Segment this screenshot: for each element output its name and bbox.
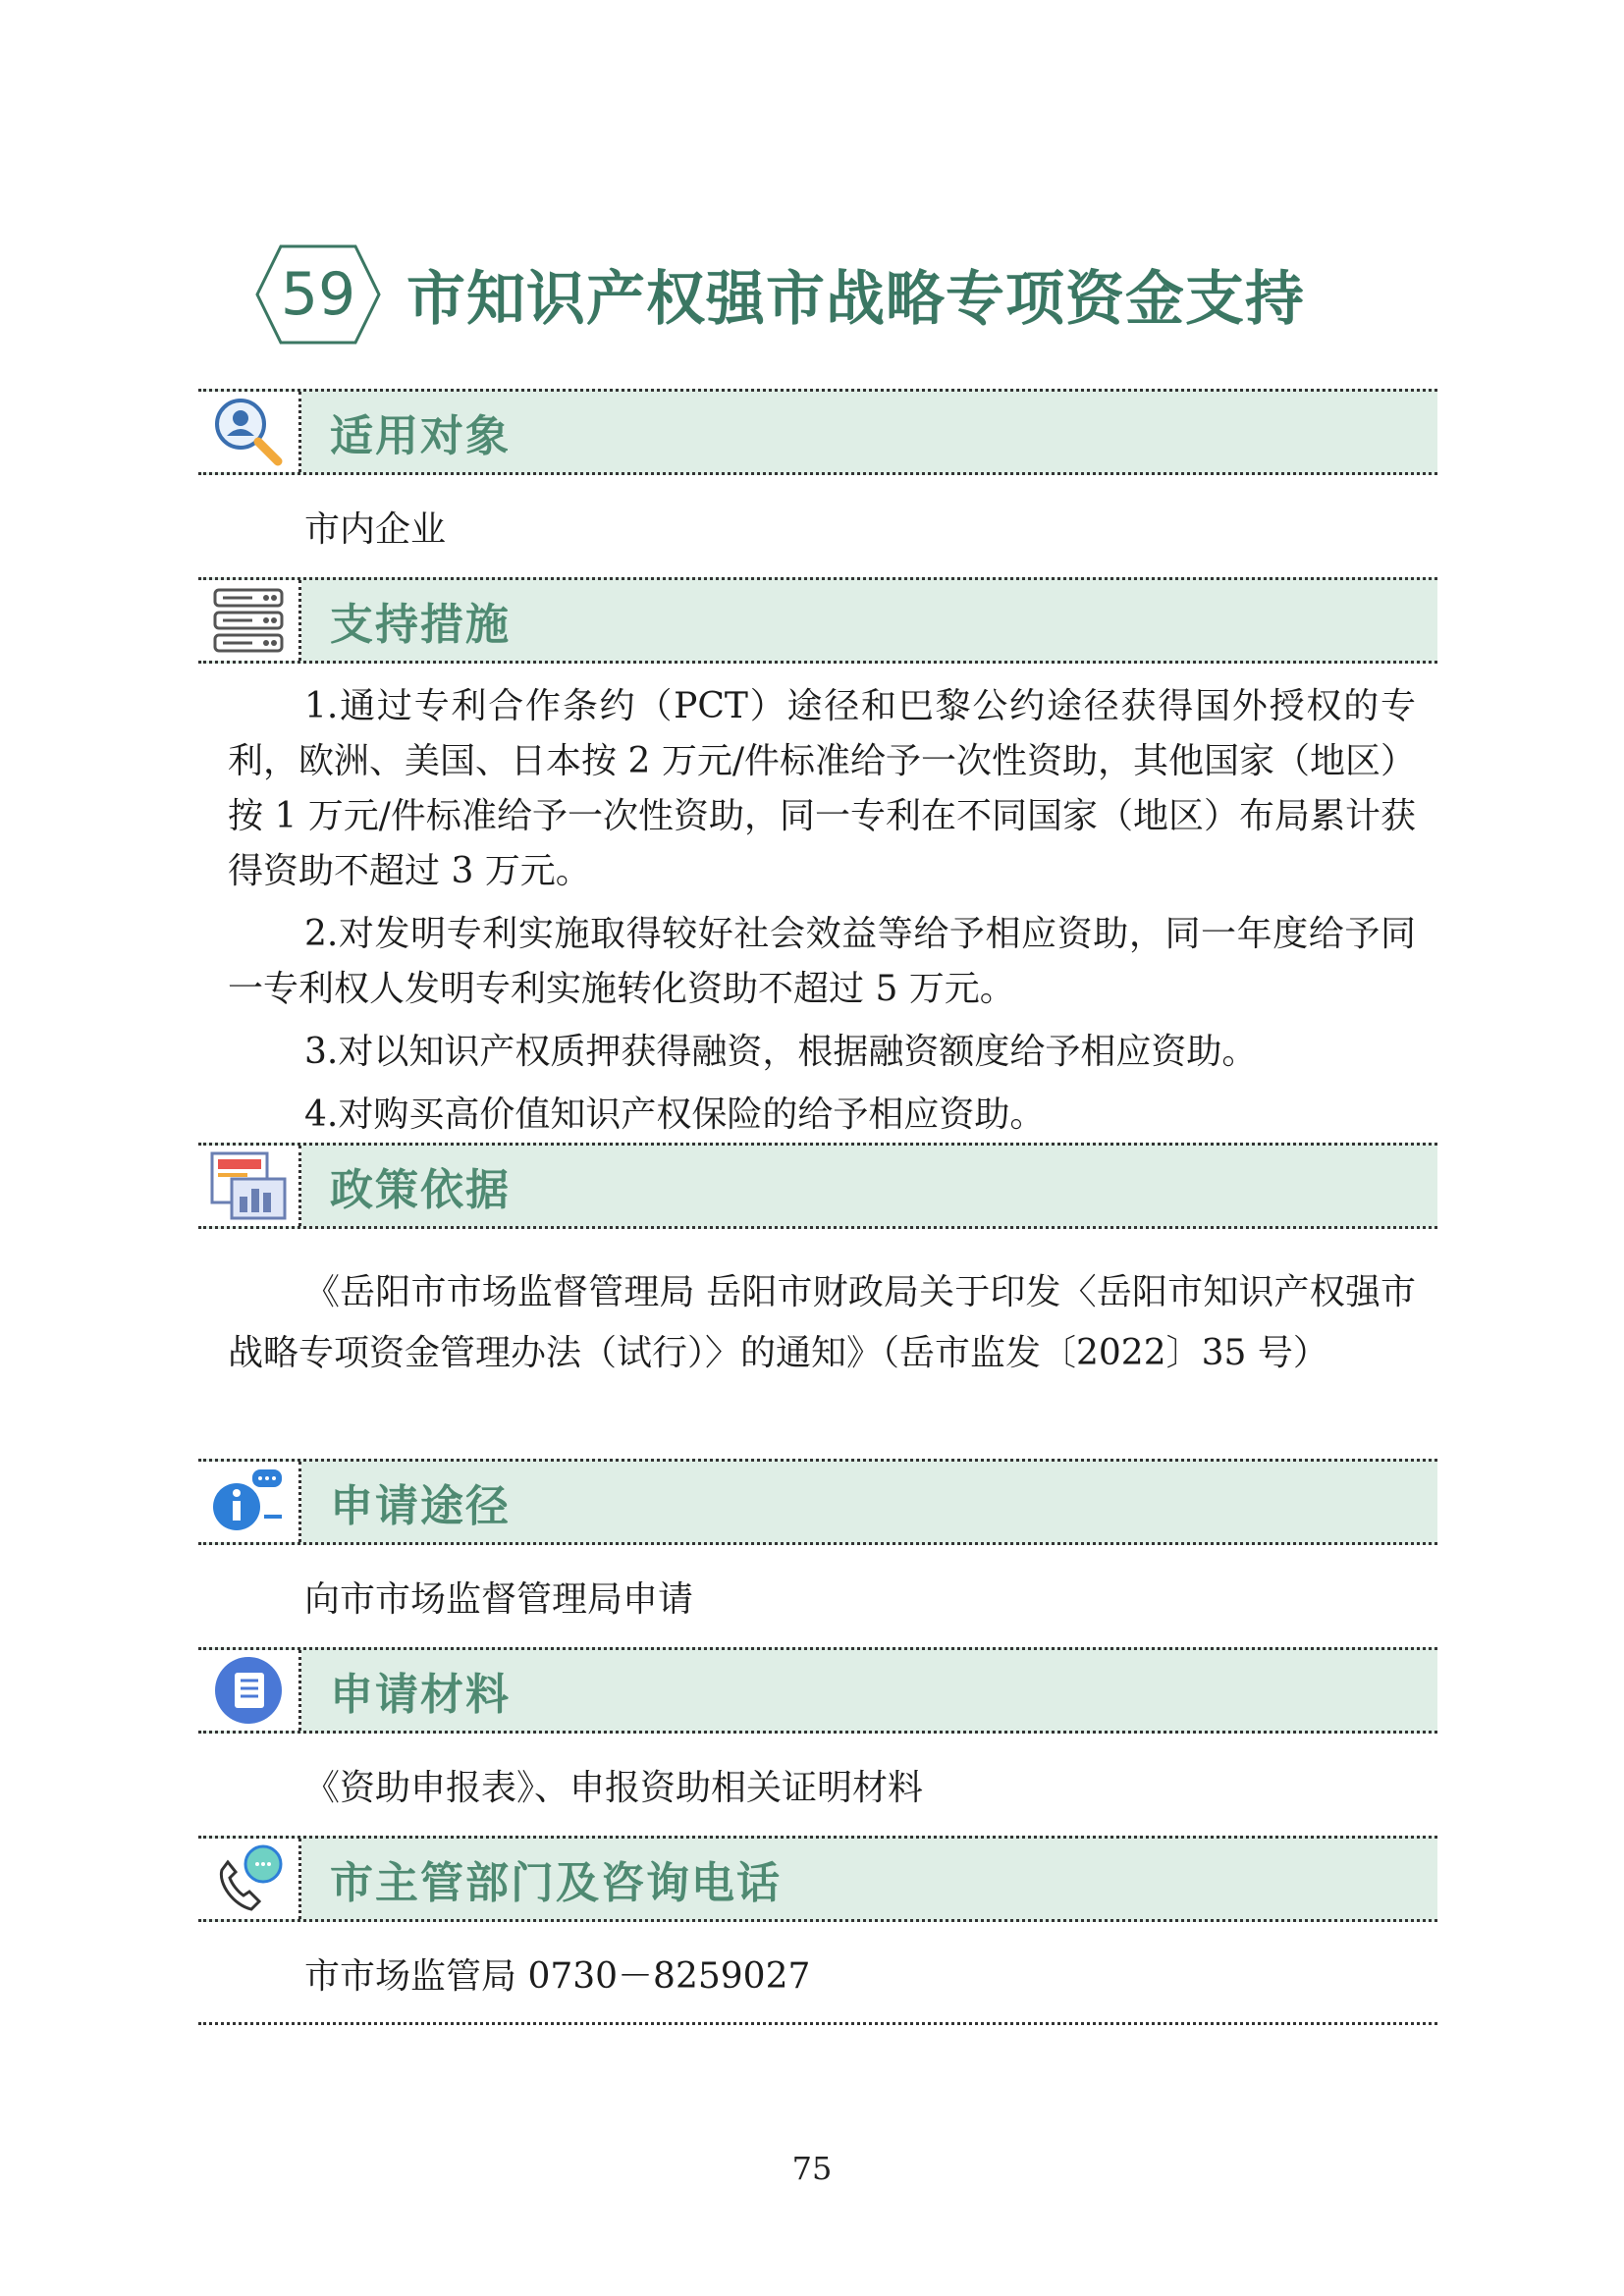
section-header-contact — [198, 1836, 1437, 1922]
paragraph: 市市场监管局 0730－8259027 — [304, 1956, 811, 1997]
section-heading: 市主管部门及咨询电话 — [330, 1858, 782, 1908]
section-body-contact — [228, 1949, 1416, 2012]
section-body-measures — [228, 679, 1416, 1150]
paragraph: 1.通过专利合作条约（PCT）途径和巴黎公约途径获得国外授权的专利，欧洲、美国、日本按 2 万元/件标准给予一次性资助，其他国家（地区）按 1 万元/件标准给予一次性资助，同一专利在不同国家（地区）布局累计获得资助不超过 3 万元。 — [228, 686, 1416, 891]
section-number-badge — [253, 243, 383, 346]
section-body-channel — [228, 1573, 1416, 1635]
paragraph: 3.对以知识产权质押获得融资，根据融资额度给予相应资助。 — [304, 1032, 1258, 1072]
bottom-divider — [198, 2022, 1437, 2025]
page-number: 75 — [791, 2150, 833, 2187]
paragraph: 2.对发明专利实施取得较好社会效益等给予相应资助，同一年度给予同一专利权人发明专利实施转化资助不超过 5 万元。 — [228, 914, 1416, 1009]
info-chat-icon — [198, 1462, 301, 1542]
section-heading: 政策依据 — [330, 1165, 511, 1215]
person-search-icon — [198, 392, 301, 472]
paragraph: 《资助申报表》、申报资助相关证明材料 — [304, 1768, 924, 1808]
section-header-measures — [198, 577, 1437, 664]
section-number: 59 — [280, 260, 356, 329]
section-header-materials — [198, 1647, 1437, 1734]
document-chart-icon — [198, 1146, 301, 1226]
section-body-basis — [228, 1262, 1416, 1392]
section-header-target — [198, 389, 1437, 475]
section-body-materials — [228, 1761, 1416, 1824]
section-heading: 适用对象 — [330, 411, 511, 461]
section-header-basis — [198, 1143, 1437, 1229]
section-heading: 申请途径 — [330, 1481, 511, 1531]
page-title: 市知识产权强市战略专项资金支持 — [406, 265, 1305, 334]
section-heading: 支持措施 — [330, 600, 511, 650]
list-circle-icon — [198, 1650, 301, 1731]
section-header-channel — [198, 1459, 1437, 1545]
paragraph: 《岳阳市市场监督管理局 岳阳市财政局关于印发〈岳阳市知识产权强市战略专项资金管理办法（试行）〉的通知》（岳市监发〔2022〕35 号） — [228, 1272, 1416, 1373]
section-body-target — [228, 503, 1416, 565]
paragraph: 市内企业 — [304, 509, 447, 550]
phone-chat-icon — [198, 1839, 301, 1919]
server-list-icon — [198, 580, 301, 661]
section-heading: 申请材料 — [330, 1670, 511, 1720]
paragraph: 4.对购买高价值知识产权保险的给予相应资助。 — [304, 1095, 1046, 1135]
title-row — [253, 240, 1305, 348]
paragraph: 向市市场监督管理局申请 — [304, 1579, 694, 1620]
